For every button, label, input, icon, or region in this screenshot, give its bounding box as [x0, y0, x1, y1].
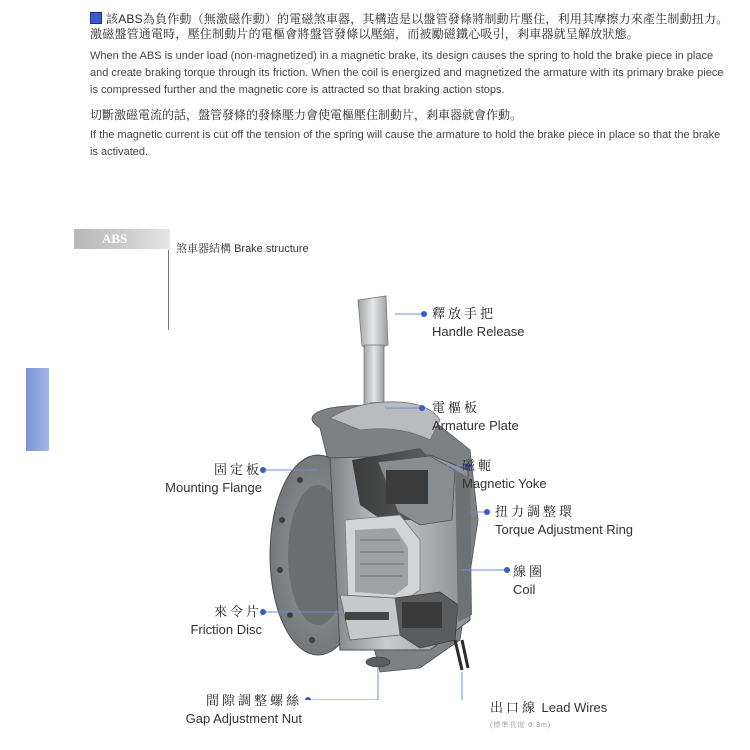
intro-paragraph-en: When the ABS is under load (non-magnetized) in a magnetic brake, its design causes the spring to hold the brake piece in place and create braking torque through its friction. When the coil is energized and magnetized the armature with its primary brake piece is compressed further and the magnetic core is attracted so that braking action stops.	[90, 50, 724, 96]
intro-text-zh: 該ABS為負作動（無激磁作動）的電磁煞車器，其構造是以盤管發條將制動片壓住，利用其摩擦力來產生制動扭力。激磁盤管通電時，壓住制動片的電樞會將盤管發條以壓縮，而被勵磁鐵心吸引，剎車器就呈解放狀態。	[90, 12, 729, 41]
label-gap-adjustment-nut-zh: 間隙調整螺絲	[205, 693, 302, 708]
label-handle-release-en: Handle Release	[432, 324, 525, 339]
label-handle-release	[432, 305, 525, 341]
note-paragraph-zh: 切斷激磁電流的話，盤管發條的發條壓力會使電樞壓住制動片，剎車器就會作動。	[90, 108, 523, 122]
handle-release-part	[358, 296, 388, 416]
label-handle-release-zh: 釋放手把	[432, 306, 497, 321]
gap-adjustment-nut-part	[366, 657, 390, 667]
lead-wires-part	[455, 640, 468, 670]
side-page-tab	[26, 368, 49, 451]
label-gap-adjustment-nut-en: Gap Adjustment Nut	[185, 711, 302, 726]
label-magnetic-yoke-en: Magnetic Yoke	[462, 476, 547, 491]
label-mounting-flange-en: Mounting Flange	[165, 480, 262, 495]
label-torque-adjustment-ring-zh: 扭力調整環	[495, 504, 576, 519]
label-mounting-flange-zh: 固定板	[213, 462, 262, 477]
square-bullet-icon	[90, 12, 102, 24]
section-tab: ABS	[74, 229, 170, 249]
label-coil	[513, 563, 545, 599]
label-torque-adjustment-ring-en: Torque Adjustment Ring	[495, 522, 634, 537]
label-coil-en: Coil	[513, 582, 536, 597]
section-caption	[176, 240, 309, 256]
section-caption-en: Brake structure	[234, 243, 309, 255]
label-magnetic-yoke-zh: 磁軛	[462, 458, 495, 473]
label-friction-disc-en: Friction Disc	[190, 622, 262, 637]
label-gap-adjustment-nut	[130, 692, 302, 728]
label-friction-disc-zh: 來令片	[213, 604, 262, 619]
label-coil-zh: 線圈	[513, 564, 546, 579]
label-armature-plate-en: Armature Plate	[432, 418, 519, 433]
intro-paragraph-zh	[90, 12, 730, 42]
label-armature-plate-zh: 電樞板	[432, 400, 481, 415]
note-paragraph-en: If the magnetic current is cut off the tension of the spring will cause the armature to hold the brake piece in place so that the brake is activated.	[90, 129, 721, 158]
section-caption-zh: 煞車器結構	[176, 243, 231, 255]
label-lead-wires	[490, 699, 607, 735]
label-lead-wires-en: Lead Wires	[541, 700, 608, 715]
label-magnetic-yoke	[462, 457, 547, 493]
label-torque-adjustment-ring	[495, 503, 633, 539]
label-mounting-flange	[130, 461, 262, 497]
label-armature-plate	[432, 399, 519, 435]
label-friction-disc	[130, 603, 262, 639]
label-lead-wires-zh: 出口線	[490, 700, 539, 715]
label-lead-wires-sub: (標準長度 0.3m)	[490, 722, 552, 729]
